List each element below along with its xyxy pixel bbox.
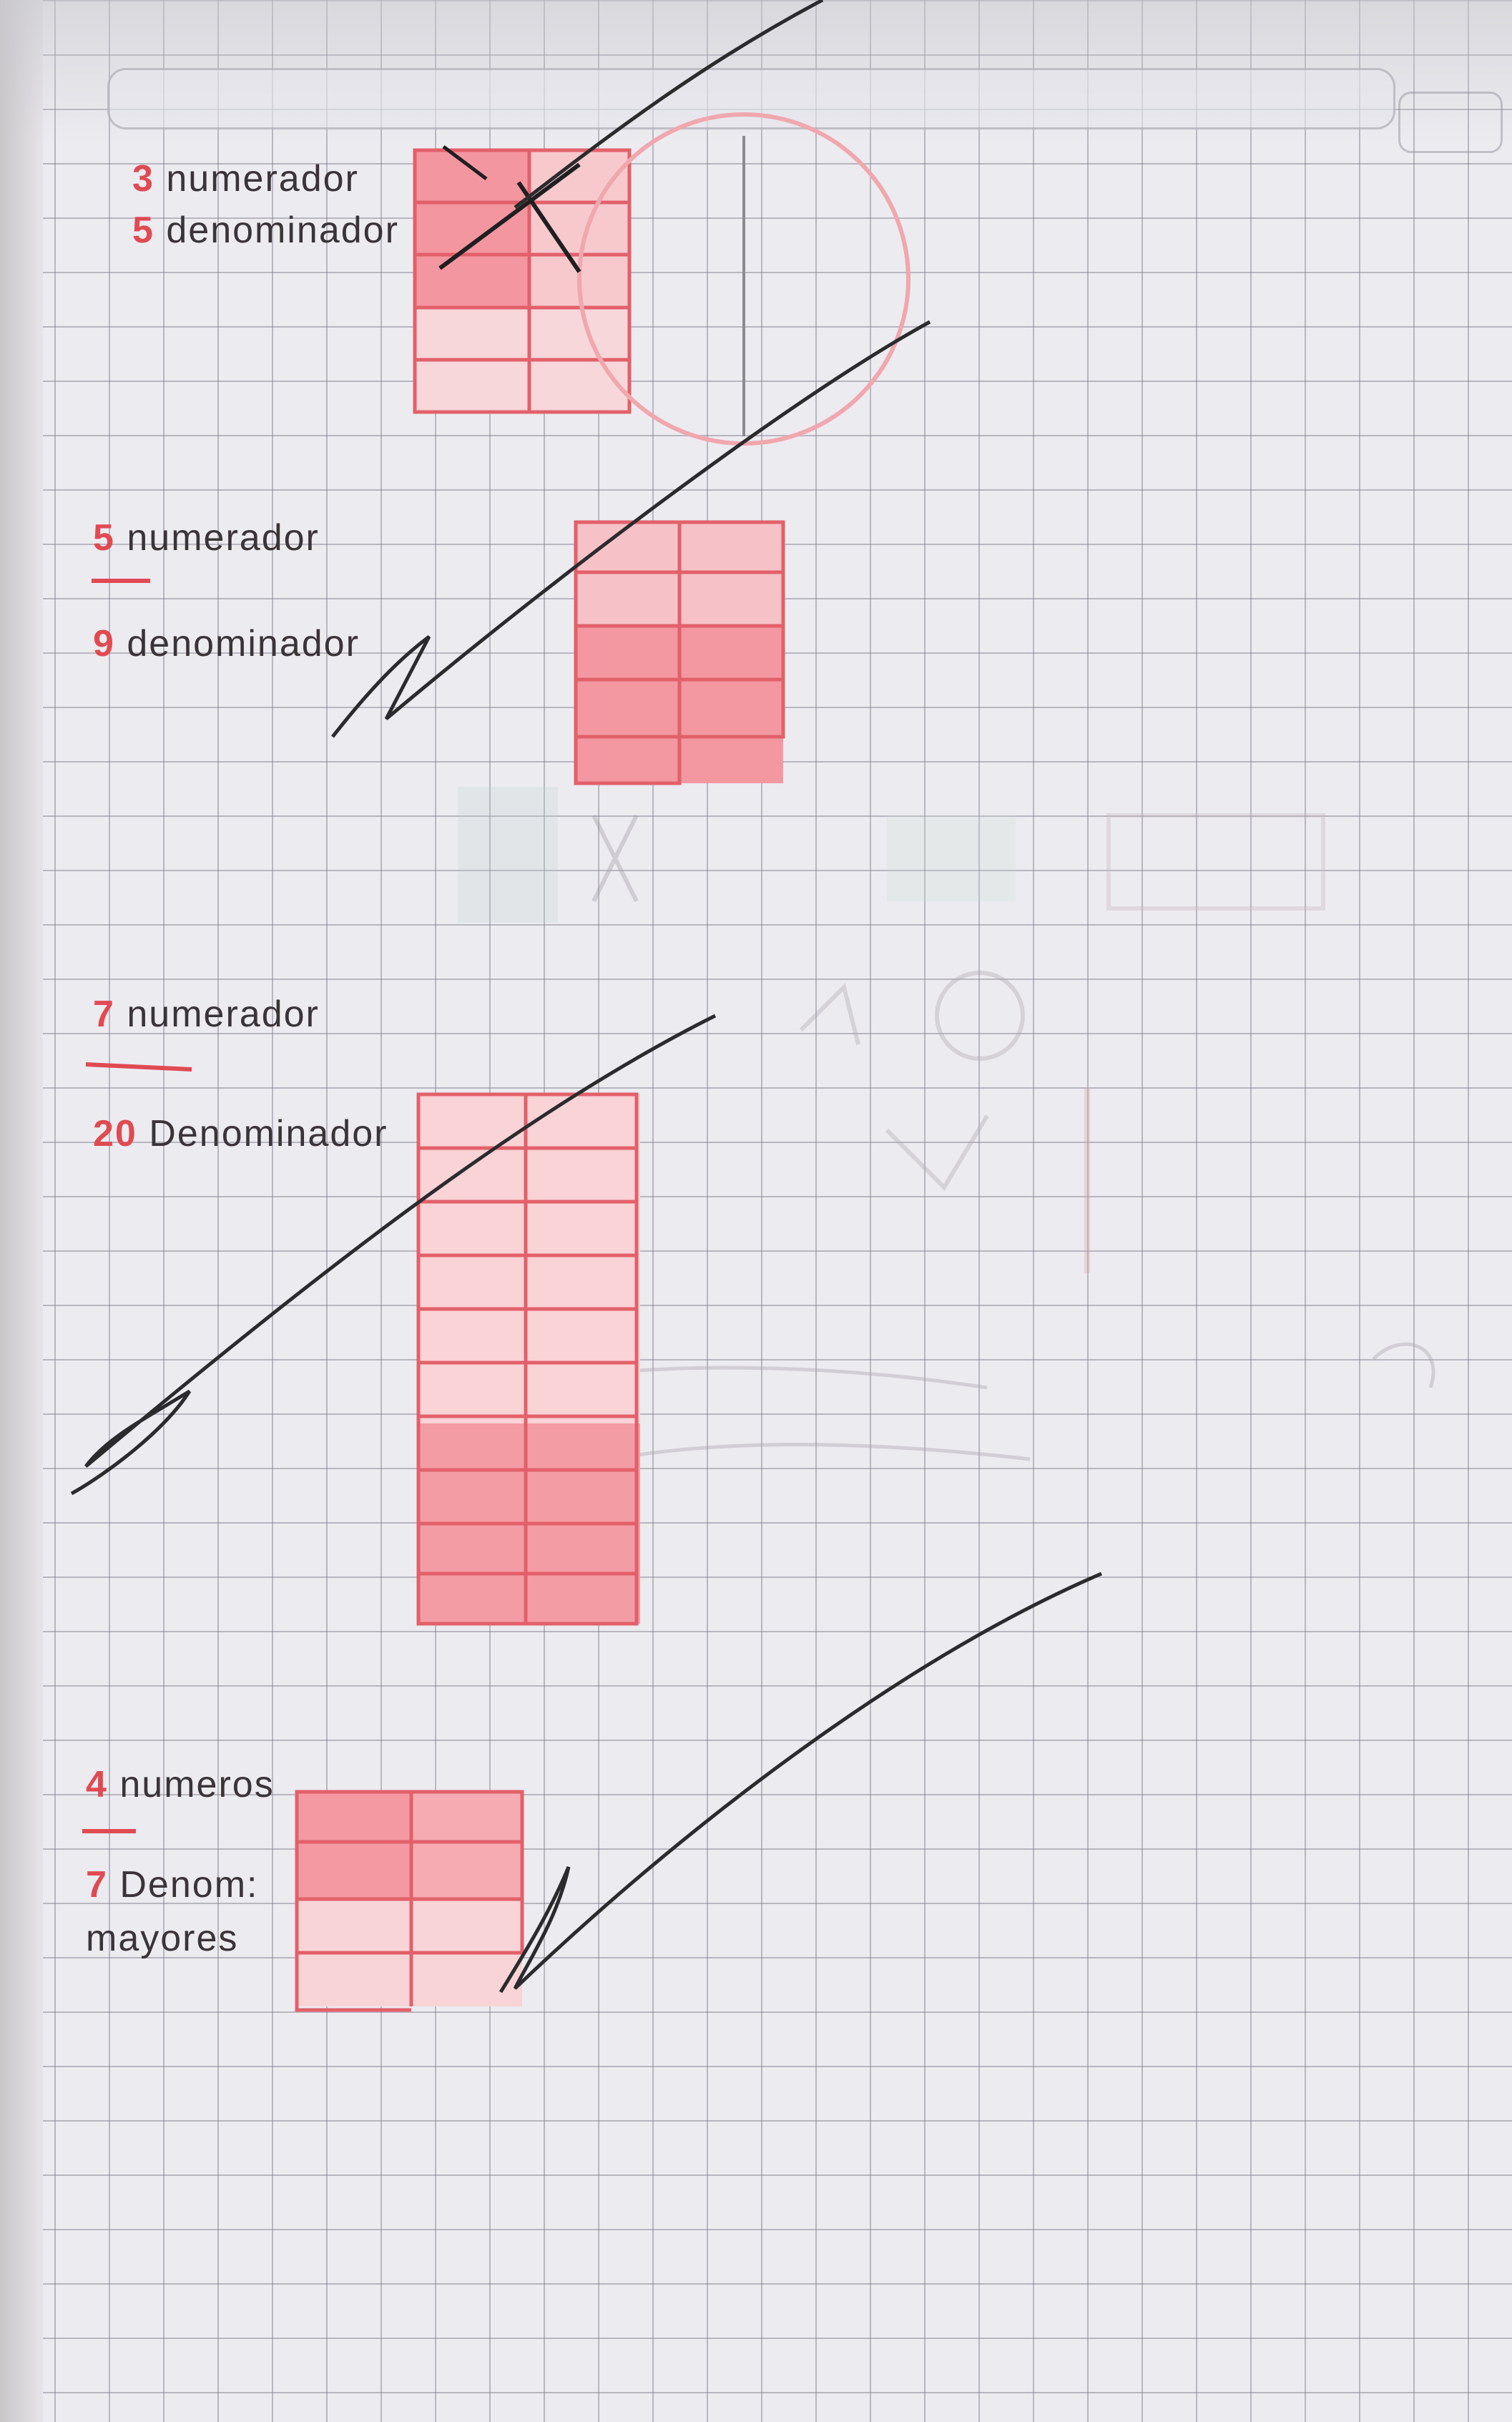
exercise-3-fraction-grid <box>72 1016 715 1624</box>
exercise-2-numerator-value: 5 <box>93 517 115 559</box>
exercise-4-extra-word: mayores <box>86 1918 239 1959</box>
exercise-4-numerator-word: numeros <box>119 1764 275 1805</box>
exercise-2-numerator-word: numerador <box>127 517 320 559</box>
exercise-3-denominator-value: 20 <box>93 1113 137 1154</box>
exercise-3-fraction-bar <box>86 1064 192 1069</box>
exercise-3-numerator-word: numerador <box>127 994 320 1035</box>
exercise-1-denominator-value: 5 <box>132 210 154 251</box>
exercise-4-fraction-grid <box>297 1574 1101 2010</box>
exercise-1-denominator-word: denominador <box>166 210 399 251</box>
exercise-4-denominator-word: Denom: <box>119 1864 259 1906</box>
exercise-3-numerator-value: 7 <box>93 994 115 1035</box>
exercise-4-denominator-value: 7 <box>86 1864 108 1906</box>
exercise-2-denominator-word: denominador <box>127 623 360 665</box>
exercise-2-denominator-value: 9 <box>93 623 115 665</box>
exercise-3-denominator-word: Denominador <box>149 1113 388 1154</box>
exercise-1-numerator-value: 3 <box>132 158 154 200</box>
exercise-1-numerator-word: numerador <box>166 158 359 200</box>
exercise-1-fraction-grid <box>415 0 908 443</box>
exercise-4-numerator-value: 4 <box>86 1764 108 1805</box>
